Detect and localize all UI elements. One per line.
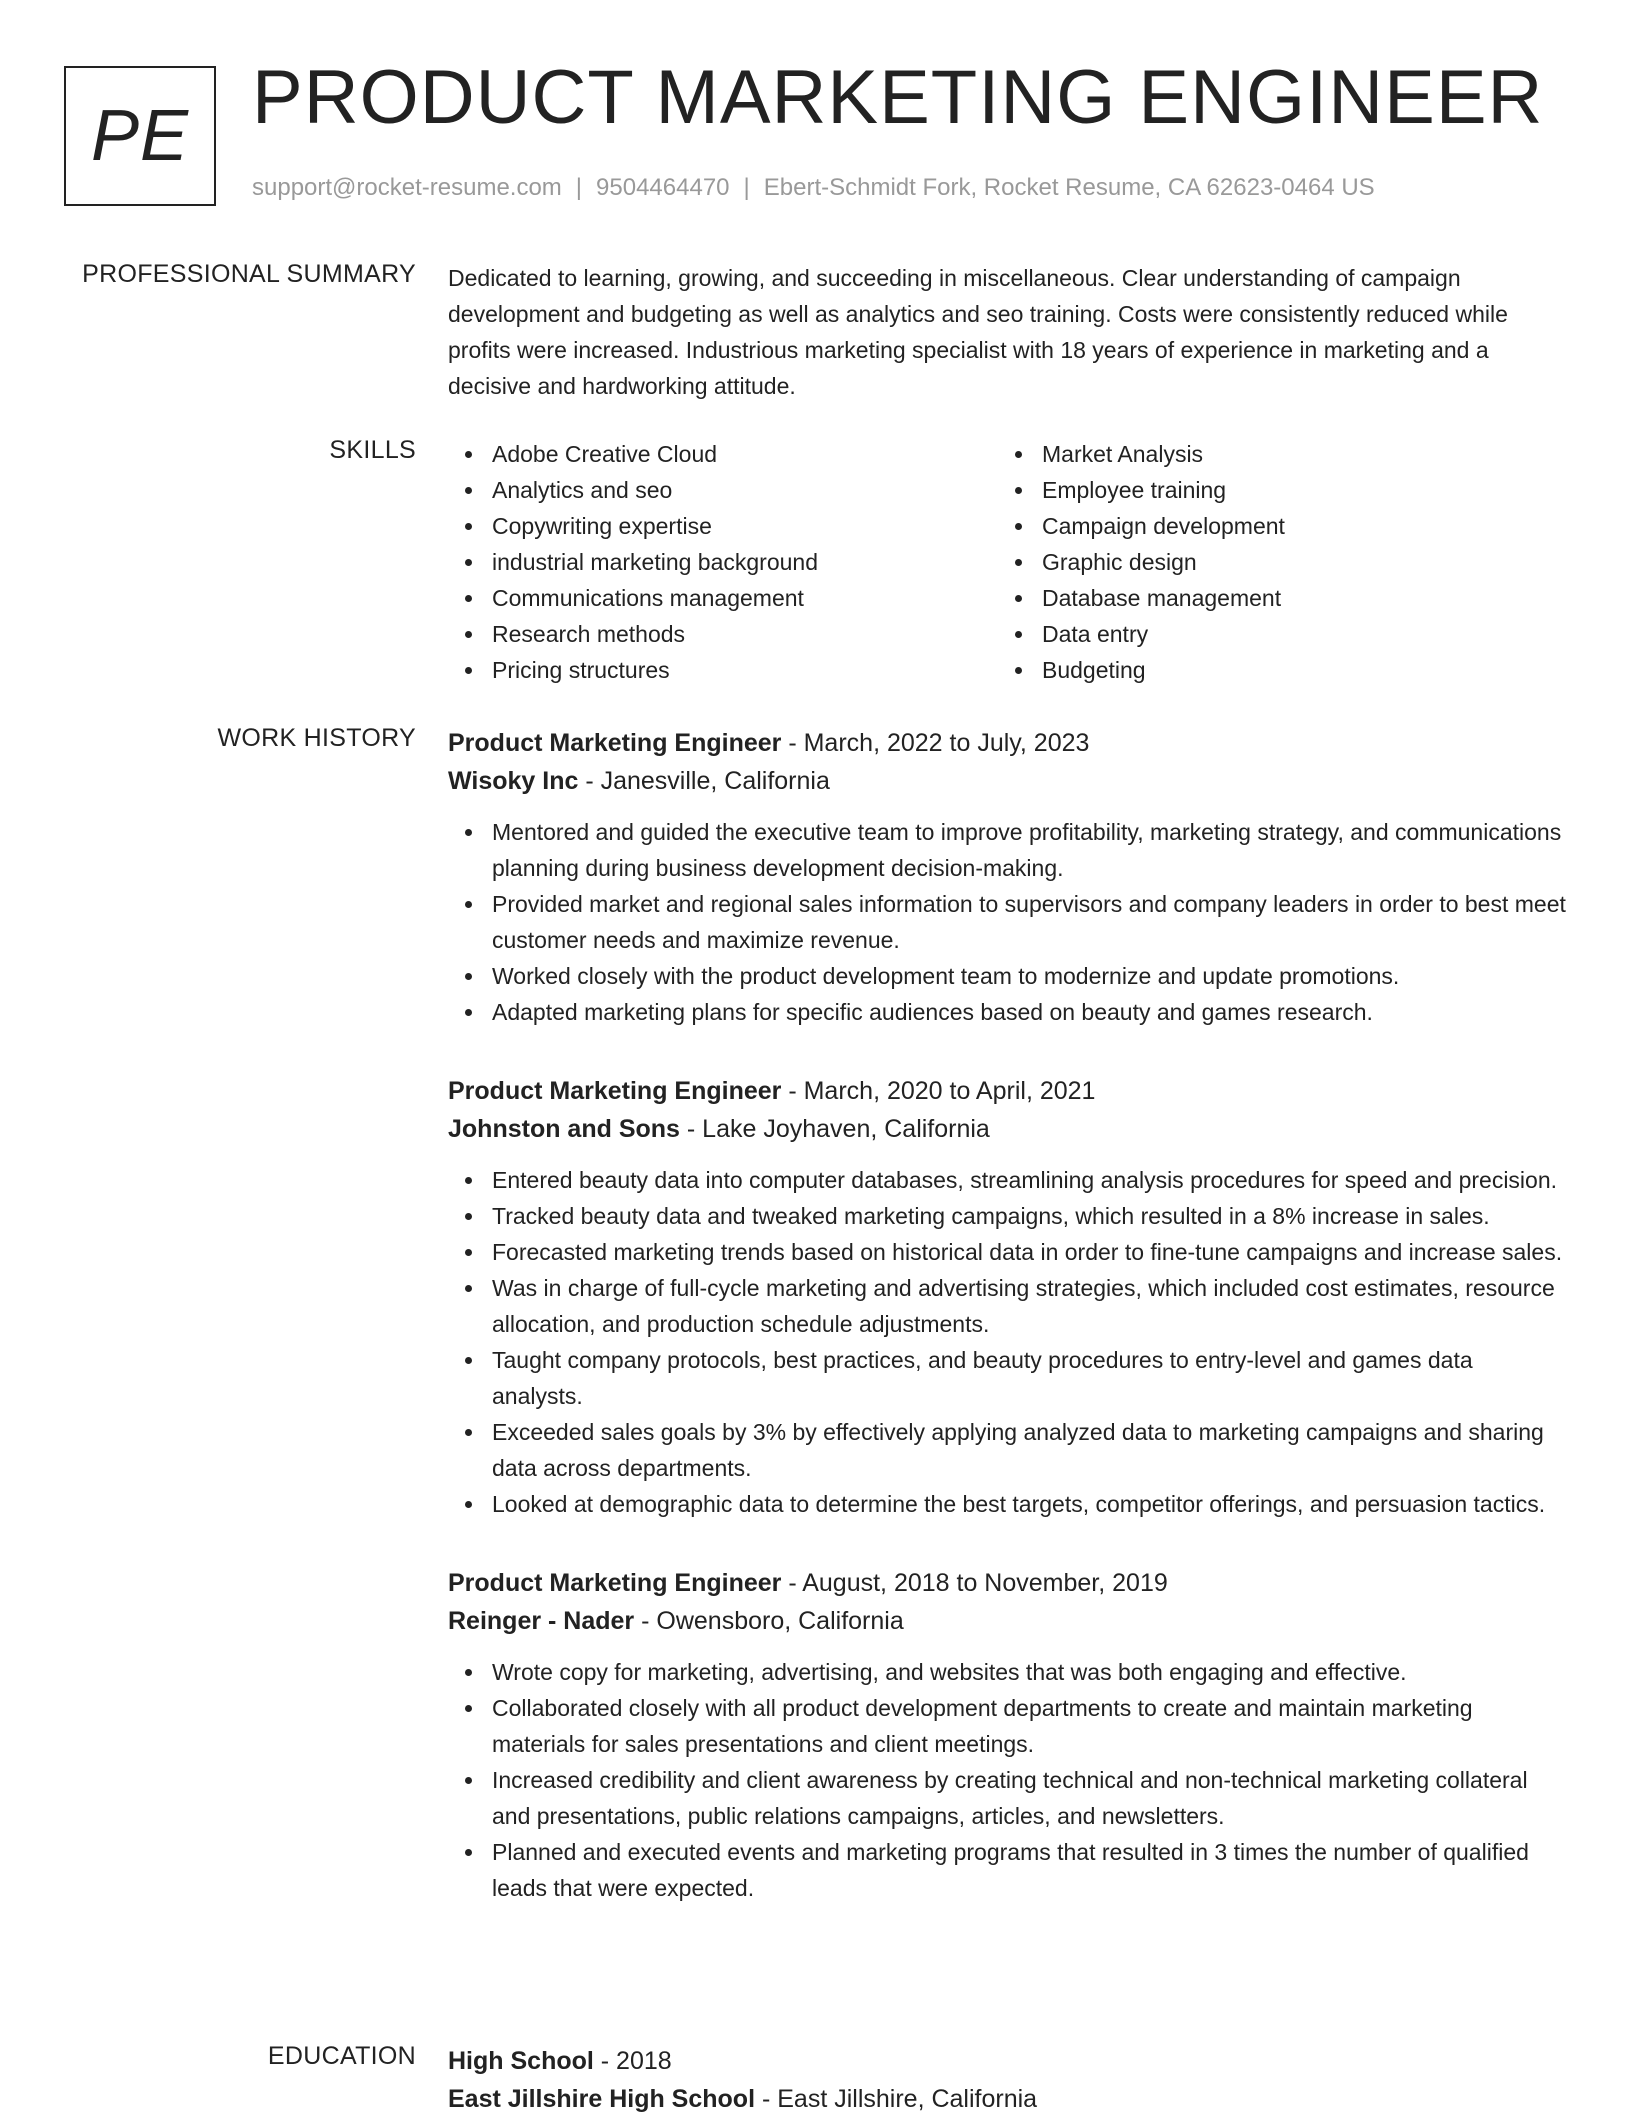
skill-item: Data entry [998, 616, 1548, 652]
job-bullet: Tracked beauty data and tweaked marketing campaigns, which resulted in a 8% increase in sales. [448, 1198, 1568, 1234]
job-bullet: Forecasted marketing trends based on historical data in order to fine-tune campaigns and increase sales. [448, 1234, 1568, 1270]
job-bullet: Collaborated closely with all product development departments to create and maintain marketing materials for sales presentations and client meetings. [448, 1690, 1568, 1762]
skill-item: Campaign development [998, 508, 1548, 544]
job-location: - Janesville, California [578, 767, 830, 795]
skill-item: Copywriting expertise [448, 508, 998, 544]
job-title: Product Marketing Engineer [448, 729, 782, 757]
skill-item: Graphic design [998, 544, 1548, 580]
job-bullet: Taught company protocols, best practices, and beauty procedures to entry-level and games data analysts. [448, 1342, 1568, 1414]
skill-item: Database management [998, 580, 1548, 616]
job-company: Johnston and Sons [448, 1115, 680, 1143]
skill-item: Market Analysis [998, 436, 1548, 472]
job-title: Product Marketing Engineer [448, 1077, 782, 1105]
job-entry [448, 724, 1568, 1030]
job-bullet: Looked at demographic data to determine the best targets, competitor offerings, and persuasion tactics. [448, 1486, 1568, 1522]
skills-column-left [448, 436, 998, 688]
section-label-education: EDUCATION [267, 2042, 416, 2070]
skill-item: Communications management [448, 580, 998, 616]
job-bullet: Wrote copy for marketing, advertising, and websites that was both engaging and effective. [448, 1654, 1568, 1690]
skills-column-right [998, 436, 1548, 688]
monogram-box: PE [64, 66, 216, 206]
job-bullet: Was in charge of full-cycle marketing and advertising strategies, which included cost estimates, resource allocation, and production schedule adjustments. [448, 1270, 1568, 1342]
job-bullet: Exceeded sales goals by 3% by effectively applying analyzed data to marketing campaigns and sharing data across departments. [448, 1414, 1568, 1486]
job-title-line [448, 1072, 1568, 1110]
summary-text: Dedicated to learning, growing, and succeeding in miscellaneous. Clear understanding of campaign development and budgeting as well as analytics and seo training. Costs were consistently reduced while profits were increased. Industrious marketing specialist with 18 years of experience in marketing and a decisive and hardworking attitude. [448, 265, 1508, 399]
education-year: - 2018 [593, 2047, 672, 2075]
contact-separator: | [575, 174, 583, 201]
job-dates: - August, 2018 to November, 2019 [781, 1569, 1168, 1597]
skill-item: Employee training [998, 472, 1548, 508]
job-dates: - March, 2022 to July, 2023 [781, 729, 1090, 757]
education-degree: High School [448, 2047, 594, 2075]
job-title-line [448, 724, 1568, 762]
skill-item: Adobe Creative Cloud [448, 436, 998, 472]
work-history-list [448, 724, 1568, 1906]
education-entry [448, 2042, 1568, 2118]
skills-list [448, 436, 1568, 688]
job-title-line [448, 1564, 1568, 1602]
job-bullet: Worked closely with the product development team to modernize and update promotions. [448, 958, 1568, 994]
job-title: Product Marketing Engineer [448, 1569, 782, 1597]
contact-email: support@rocket-resume.com [252, 174, 562, 201]
job-bullet: Provided market and regional sales information to supervisors and company leaders in order to best meet customer needs and maximize revenue. [448, 886, 1568, 958]
job-bullets [448, 1162, 1568, 1522]
job-bullet: Entered beauty data into computer databases, streamlining analysis procedures for speed and precision. [448, 1162, 1568, 1198]
education-school-line [448, 2080, 1568, 2118]
job-bullet: Increased credibility and client awareness by creating technical and non-technical marketing collateral and presentations, public relations campaigns, articles, and newsletters. [448, 1762, 1568, 1834]
skill-item: Analytics and seo [448, 472, 998, 508]
job-company-line [448, 1602, 1568, 1640]
job-location: - Owensboro, California [634, 1607, 904, 1635]
job-bullet: Adapted marketing plans for specific audiences based on beauty and games research. [448, 994, 1568, 1030]
job-company: Wisoky Inc [448, 767, 579, 795]
job-bullet: Mentored and guided the executive team to improve profitability, marketing strategy, and communications planning during business development decision-making. [448, 814, 1568, 886]
education-degree-line [448, 2042, 1568, 2080]
job-company-line [448, 762, 1568, 800]
job-bullets [448, 814, 1568, 1030]
education-school: East Jillshire High School [448, 2085, 756, 2113]
section-label-summary: PROFESSIONAL SUMMARY [82, 260, 416, 288]
job-dates: - March, 2020 to April, 2021 [781, 1077, 1096, 1105]
section-label-skills: SKILLS [329, 436, 416, 464]
job-entry [448, 1072, 1568, 1522]
resume-title: PRODUCT MARKETING ENGINEER [252, 55, 1544, 140]
job-entry [448, 1564, 1568, 1906]
job-company-line [448, 1110, 1568, 1148]
section-label-work-history: WORK HISTORY [217, 724, 416, 752]
skill-item: Budgeting [998, 652, 1548, 688]
job-bullet: Planned and executed events and marketing programs that resulted in 3 times the number of qualified leads that were expected. [448, 1834, 1568, 1906]
contact-address: Ebert-Schmidt Fork, Rocket Resume, CA 62623-0464 US [763, 174, 1375, 201]
education-location: - East Jillshire, California [755, 2085, 1038, 2113]
contact-separator: | [743, 174, 750, 201]
contact-line [252, 174, 1375, 202]
skill-item: Research methods [448, 616, 998, 652]
contact-phone: 9504464470 [596, 174, 730, 201]
skill-item: industrial marketing background [448, 544, 998, 580]
job-location: - Lake Joyhaven, California [679, 1115, 990, 1143]
job-company: Reinger - Nader [448, 1607, 635, 1635]
skill-item: Pricing structures [448, 652, 998, 688]
job-bullets [448, 1654, 1568, 1906]
